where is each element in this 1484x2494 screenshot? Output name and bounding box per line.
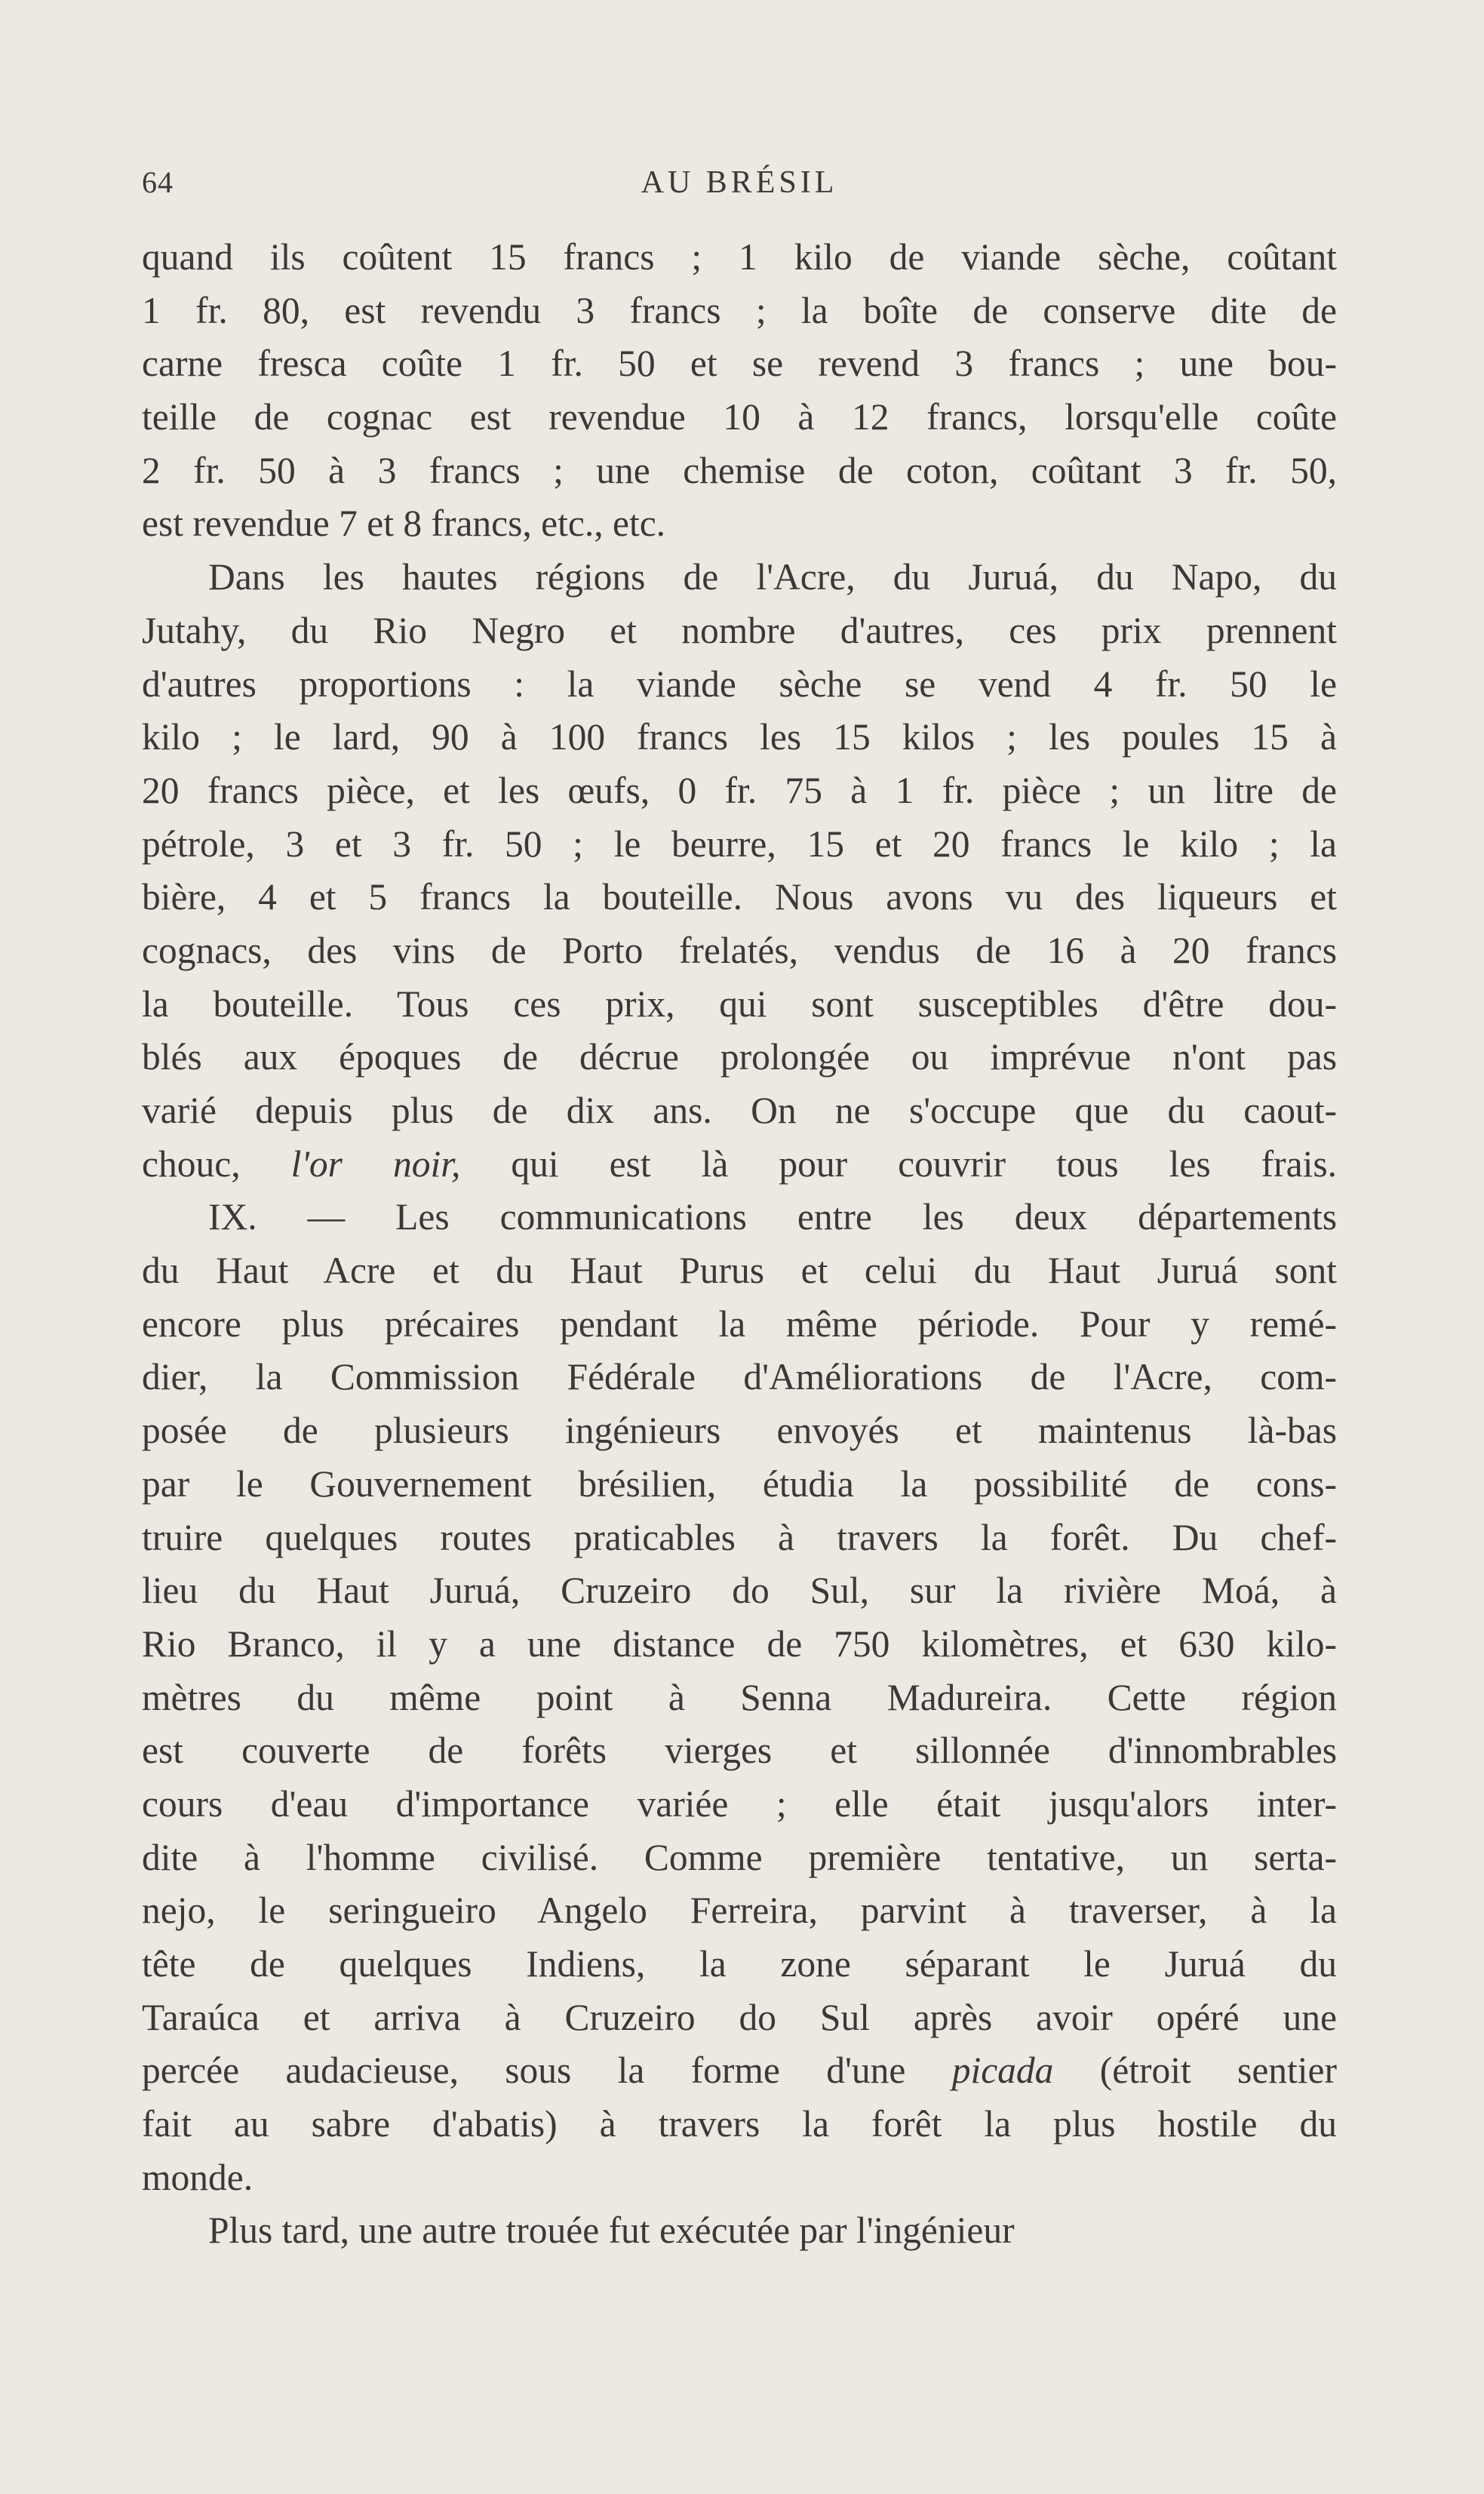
text-segment: qui est là pour couvrir tous les frais.	[460, 1142, 1337, 1185]
text-line: mètres du même point à Senna Madureira. Cette région	[142, 1676, 1337, 1718]
text-line: pétrole, 3 et 3 fr. 50 ; le beurre, 15 et 20 francs le kilo ; la	[142, 823, 1337, 865]
italic-phrase: picada	[951, 2050, 1054, 2092]
text-line: par le Gouvernement brésilien, étudia la possibilité de cons-	[142, 1462, 1337, 1505]
text-segment: chouc,	[142, 1142, 291, 1185]
text-line: monde.	[142, 2156, 253, 2198]
text-line: Taraúca et arriva à Cruzeiro do Sul après avoir opéré une	[142, 1996, 1337, 2038]
text-line: IX. — Les communications entre les deux départements	[208, 1196, 1337, 1238]
text-line: 1 fr. 80, est revendu 3 francs ; la boîte de conserve dite de	[142, 289, 1337, 331]
text-line: Dans les hautes régions de l'Acre, du Juruá, du Napo, du	[208, 556, 1337, 598]
text-line: la bouteille. Tous ces prix, qui sont susceptibles d'être dou-	[142, 983, 1337, 1025]
italic-phrase: l'or noir,	[290, 1142, 461, 1185]
text-line: Jutahy, du Rio Negro et nombre d'autres, ces prix prennent	[142, 609, 1337, 651]
text-line: nejo, le seringueiro Angelo Ferreira, parvint à traverser, à la	[142, 1890, 1337, 1932]
text-line: posée de plusieurs ingénieurs envoyés et maintenus là-bas	[142, 1410, 1337, 1452]
text-line: 20 francs pièce, et les œufs, 0 fr. 75 à 1 fr. pièce ; un litre de	[142, 769, 1337, 811]
text-line: bière, 4 et 5 francs la bouteille. Nous avons vu des liqueurs et	[142, 876, 1337, 918]
text-line: teille de cognac est revendue 10 à 12 francs, lorsqu'elle coûte	[142, 396, 1337, 438]
page-header	[142, 165, 1337, 210]
text-line: cognacs, des vins de Porto frelatés, vendus de 16 à 20 francs	[142, 929, 1337, 971]
text-line: cours d'eau d'importance variée ; elle était jusqu'alors inter-	[142, 1782, 1337, 1825]
text-line-italic-phrase	[142, 2044, 1337, 2098]
text-line-italic-phrase	[142, 1138, 1337, 1192]
text-line: Rio Branco, il y a une distance de 750 kilomètres, et 630 kilo-	[142, 1622, 1337, 1665]
text-segment: percée audacieuse, sous la forme d'une	[142, 2050, 952, 2092]
text-line: fait au sabre d'abatis) à travers la forêt la plus hostile du	[142, 2103, 1337, 2145]
text-line: truire quelques routes praticables à travers la forêt. Du chef-	[142, 1516, 1337, 1558]
text-line: 2 fr. 50 à 3 francs ; une chemise de coton, coûtant 3 fr. 50,	[142, 449, 1337, 491]
text-line: tête de quelques Indiens, la zone séparant le Juruá du	[142, 1943, 1337, 1985]
text-line: est couverte de forêts vierges et sillonnée d'innombrables	[142, 1730, 1337, 1772]
text-line: varié depuis plus de dix ans. On ne s'occupe que du caout-	[142, 1090, 1337, 1131]
page-number: 64	[142, 165, 174, 199]
text-body	[142, 231, 1337, 2258]
text-line: dier, la Commission Fédérale d'Améliorations de l'Acre, com-	[142, 1356, 1337, 1398]
text-segment: (étroit sentier	[1053, 2050, 1337, 2092]
text-line: est revendue 7 et 8 francs, etc., etc.	[142, 503, 666, 545]
text-line: dite à l'homme civilisé. Comme première tentative, un serta-	[142, 1836, 1337, 1878]
text-line: encore plus précaires pendant la même période. Pour y remé-	[142, 1302, 1337, 1345]
text-line: carne fresca coûte 1 fr. 50 et se revend 3 francs ; une bou-	[142, 343, 1337, 385]
text-line: d'autres proportions : la viande sèche se vend 4 fr. 50 le	[142, 663, 1337, 705]
text-line: kilo ; le lard, 90 à 100 francs les 15 kilos ; les poules 15 à	[142, 716, 1337, 758]
text-line: quand ils coûtent 15 francs ; 1 kilo de viande sèche, coûtant	[142, 236, 1337, 278]
text-line: Plus tard, une autre trouée fut exécutée par l'ingénieur	[208, 2210, 1015, 2252]
text-line: lieu du Haut Juruá, Cruzeiro do Sul, sur la rivière Moá, à	[142, 1570, 1337, 1612]
text-line: du Haut Acre et du Haut Purus et celui du Haut Juruá sont	[142, 1250, 1337, 1292]
running-title: AU BRÉSIL	[641, 165, 838, 200]
text-line: blés aux époques de décrue prolongée ou imprévue n'ont pas	[142, 1036, 1337, 1078]
